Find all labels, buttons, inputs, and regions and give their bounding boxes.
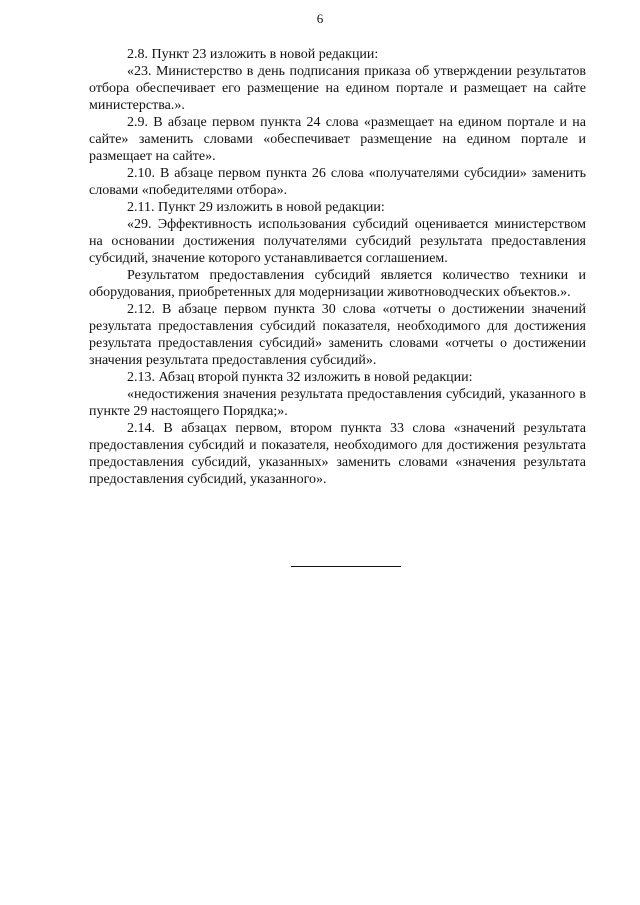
paragraph-32-text: «недостижения значения результата предоставления субсидий, указанного в пункте 29 настоящего Порядка;».	[89, 387, 586, 419]
page-number: 6	[316, 11, 324, 26]
paragraph-2-10: 2.10. В абзаце первом пункта 26 слова «получателями субсидии» заменить словами «победителями отбора».	[89, 166, 586, 198]
paragraph-29-result: Результатом предоставления субсидий является количество техники и оборудования, приобретенных для модернизации животноводческих объектов.».	[89, 268, 586, 300]
paragraph-2-14: 2.14. В абзацах первом, втором пункта 33 слова «значений результата предоставления субсидий и показателя, необходимого для достижения результата предоставления субсидий, указанных» заменить словами «значения результата предоставления субсидий, указанного».	[89, 421, 586, 487]
paragraph-29-text: «29. Эффективность использования субсидий оценивается министерством на основании достижения получателями субсидий результата предоставления субсидий, значение которого устанавливается соглашением.	[89, 217, 586, 266]
paragraph-2-8: 2.8. Пункт 23 изложить в новой редакции:	[127, 47, 379, 62]
paragraph-2-9: 2.9. В абзаце первом пункта 24 слова «размещает на едином портале и на сайте» заменить словами «обеспечивает размещение на едином портале и размещает на сайте».	[89, 115, 586, 164]
document-body	[89, 46, 586, 488]
paragraph-2-12: 2.12. В абзаце первом пункта 30 слова «отчеты о достижении значений результата предоставления субсидий показателя, необходимого для достижения результата предоставления субсидий» заменить словами «отчеты о достижении значения результата предоставления субсидий».	[89, 302, 586, 368]
paragraph-2-13: 2.13. Абзац второй пункта 32 изложить в новой редакции:	[127, 370, 473, 385]
paragraph-2-11: 2.11. Пункт 29 изложить в новой редакции:	[127, 200, 385, 215]
closing-divider	[291, 566, 401, 567]
paragraph-23-text: «23. Министерство в день подписания приказа об утверждении результатов отбора обеспечивает его размещение на едином портале и размещает на сайте министерства.».	[89, 64, 586, 113]
